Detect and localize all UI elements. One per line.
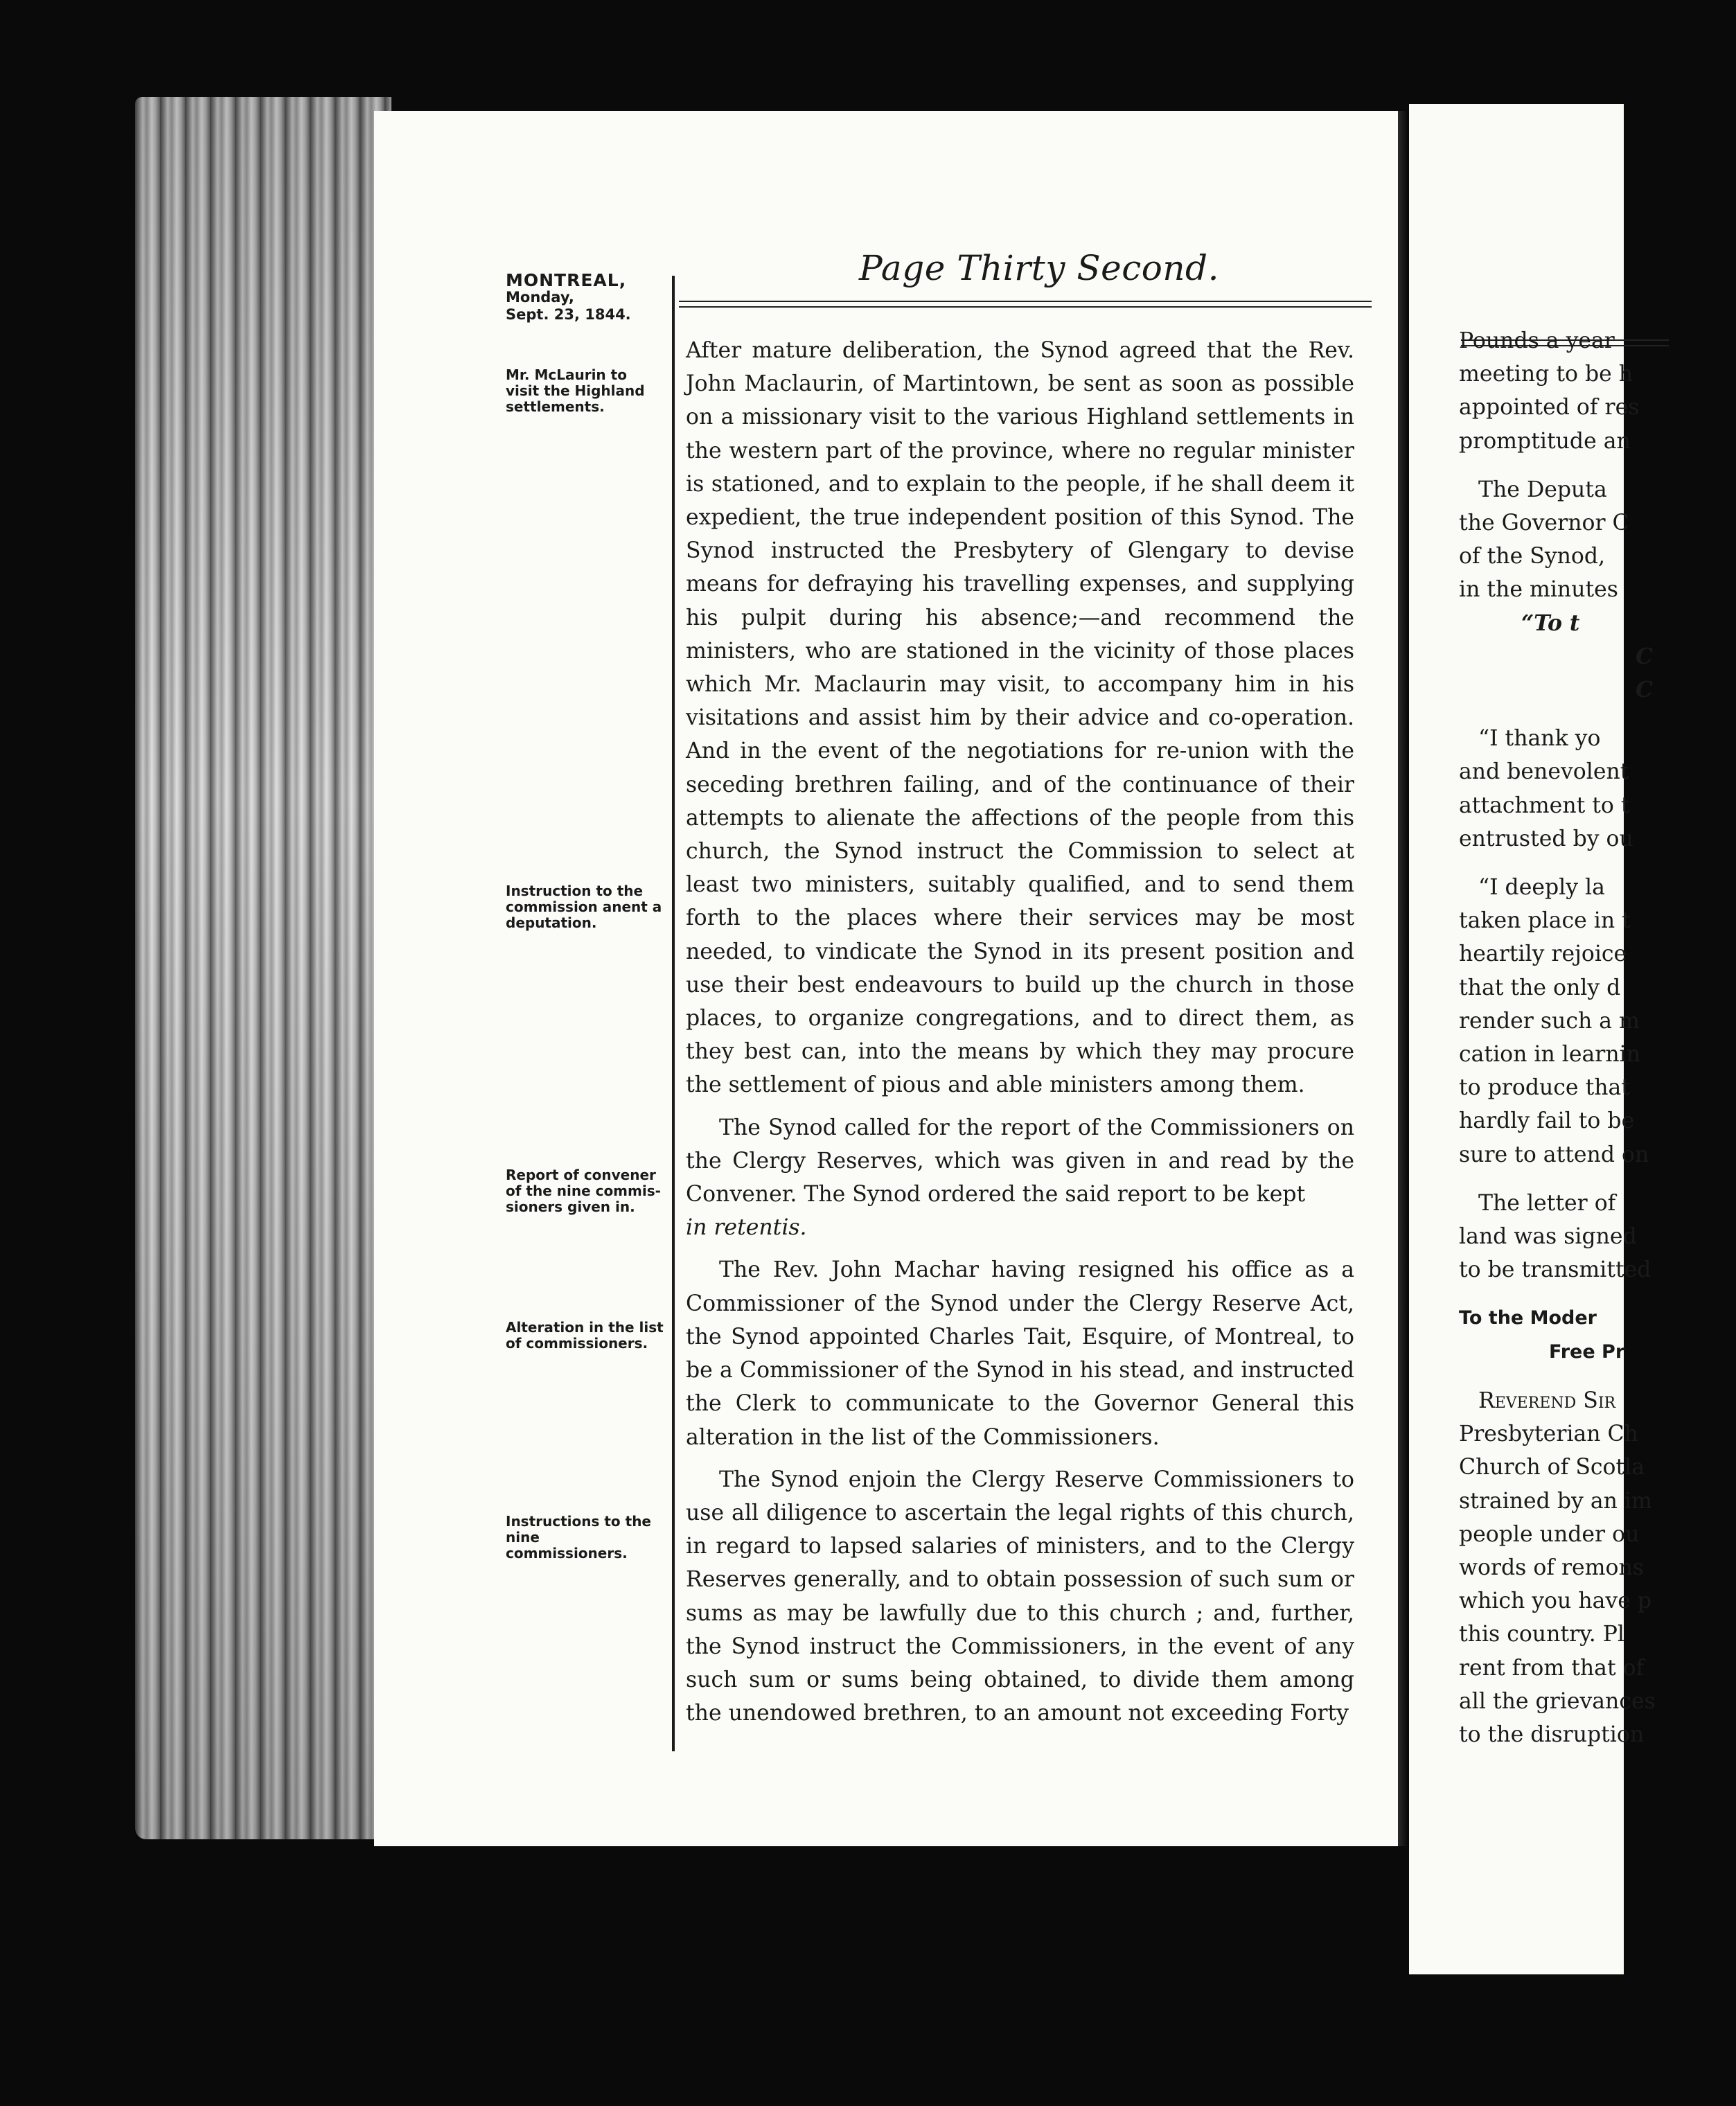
right-line: taken place in t — [1459, 908, 1631, 934]
right-line: and benevolent — [1459, 759, 1629, 785]
right-line: cation in learnin — [1459, 1042, 1640, 1068]
margin-note: Instructions to the nine commissioners. — [506, 1513, 651, 1561]
margin-note: Report of convener of the nine commis- sioners given in. — [506, 1167, 661, 1215]
right-line: to produce that — [1459, 1075, 1630, 1101]
right-line: “I deeply la — [1478, 875, 1605, 901]
right-line: promptitude an — [1459, 428, 1631, 454]
dateline-date: Sept. 23, 1844. — [506, 306, 631, 323]
right-line: Free Pr — [1549, 1340, 1625, 1363]
right-line: entrusted by ou — [1459, 826, 1633, 851]
right-line: Church of Scotla — [1459, 1455, 1645, 1480]
right-line: Pounds a year — [1459, 328, 1615, 353]
paragraph-italic: in retentis. — [686, 1215, 807, 1241]
main-text — [686, 334, 1354, 1739]
right-line: strained by an im — [1459, 1488, 1652, 1514]
book-gutter — [1398, 111, 1409, 1846]
right-line: To the Moder — [1459, 1307, 1597, 1329]
right-line: sure to attend on — [1459, 1142, 1649, 1167]
right-line: rent from that of — [1459, 1655, 1645, 1681]
paragraph: After mature deliberation, the Synod agreed that the Rev. John Maclaurin, of Martintown, be sent as soon as possible on a missionary visit to the various Highland settlements in the western part of the province, where no regular minister is stationed, and to explain to the people, if he shall deem it expedient, the true independent position of this Synod. The Synod instructed the Presbytery of Glengary to devise means for defraying his travelling expenses, and supplying his pulpit during his absence;—and recommend the ministers, who are stationed in the vicinity of those places which Mr. Maclaurin may visit, to accompany him in his visitations and assist him by their advice and co-operation. And in the event of the negotiations for re-union with the seceding brethren failing, and of the continuance of their attempts to alienate the affections of the people from this church, the Synod instruct the Commission to select at least two ministers, suitably qualified, and to send them forth to the places where their services may be most needed, to vindicate the Synod in its present position and use their best endeavours to build up the church in those places, to organize congregations, and to direct them, as they best can, into the means by which they may procure the settlement of pious and able ministers among them. — [686, 338, 1354, 1098]
right-line: the Governor C — [1459, 511, 1629, 536]
right-line: C — [1636, 643, 1654, 669]
right-line: “I thank yo — [1478, 726, 1601, 752]
right-line: that the only d — [1459, 975, 1621, 1000]
right-line: in the minutes — [1459, 577, 1618, 603]
right-page-text — [1459, 324, 1736, 1751]
right-line: this country. Pl — [1459, 1622, 1625, 1647]
dateline — [506, 272, 665, 324]
dateline-city: MONTREAL, — [506, 270, 627, 290]
right-line: The Deputa — [1478, 477, 1607, 502]
dateline-day: Monday, — [506, 289, 574, 306]
margin-note: Instruction to the commission anent a deputation. — [506, 883, 662, 931]
right-line: C — [1636, 677, 1654, 703]
right-line: heartily rejoice — [1459, 941, 1627, 967]
header-rule — [679, 301, 1372, 308]
right-line: meeting to be h — [1459, 362, 1633, 387]
right-line: land was signed — [1459, 1224, 1637, 1250]
right-line: to the disruption — [1459, 1722, 1645, 1747]
paragraph: The Rev. John Machar having resigned his office as a Commissioner of the Synod under the Clergy Reserve Act, the Synod appointed Charles Tait, Esquire, of Montreal, to be a Commissioner of the Synod in his stead, and instructed the Clerk to communicate to the Governor General this alteration in the list of the Commissioners. — [686, 1257, 1354, 1450]
paragraph: The Synod enjoin the Clergy Reserve Commissioners to use all diligence to ascertain the legal rights of this church, in regard to lapsed salaries of ministers, and to the Clergy Reserves generally, and to obtain possession of such sum or sums as may be lawfully due to this church ; and, further, the Synod instruct the Commissioners, in the event of any such sum or sums being obtained, to divide them among the unendowed brethren, to an amount not exceeding Forty — [686, 1467, 1354, 1726]
paragraph-text: The Synod called for the report of the Commissioners on the Clergy Reserves, which was given in and read by the Convener. The Synod ordered the said report to be kept — [686, 1115, 1354, 1207]
right-line: “To t — [1521, 610, 1580, 636]
right-line: all the grievances — [1459, 1688, 1656, 1714]
right-line: people under ou — [1459, 1521, 1640, 1547]
right-line: Reverend Sir — [1478, 1388, 1616, 1413]
right-line: hardly fail to be — [1459, 1108, 1635, 1134]
right-line: appointed of res — [1459, 395, 1640, 421]
paragraph — [686, 1111, 1354, 1245]
right-line: Presbyterian Ch — [1459, 1422, 1638, 1447]
margin-divider — [672, 276, 675, 1751]
right-line: The letter of — [1478, 1190, 1616, 1216]
page-title: Page Thirty Second. — [859, 248, 1219, 288]
right-line: render such a m — [1459, 1008, 1640, 1034]
margin-note: Mr. McLaurin to visit the Highland settlements. — [506, 366, 645, 415]
book-page-edges — [135, 97, 391, 1839]
right-line: to be transmitted — [1459, 1257, 1651, 1283]
right-page — [1409, 104, 1656, 1974]
right-line: words of remons — [1459, 1555, 1644, 1580]
right-line: which you have p — [1459, 1589, 1652, 1614]
right-line: of the Synod, — [1459, 544, 1606, 569]
margin-note: Alteration in the list of commissioners. — [506, 1319, 664, 1352]
right-line: attachment to t — [1459, 793, 1630, 818]
